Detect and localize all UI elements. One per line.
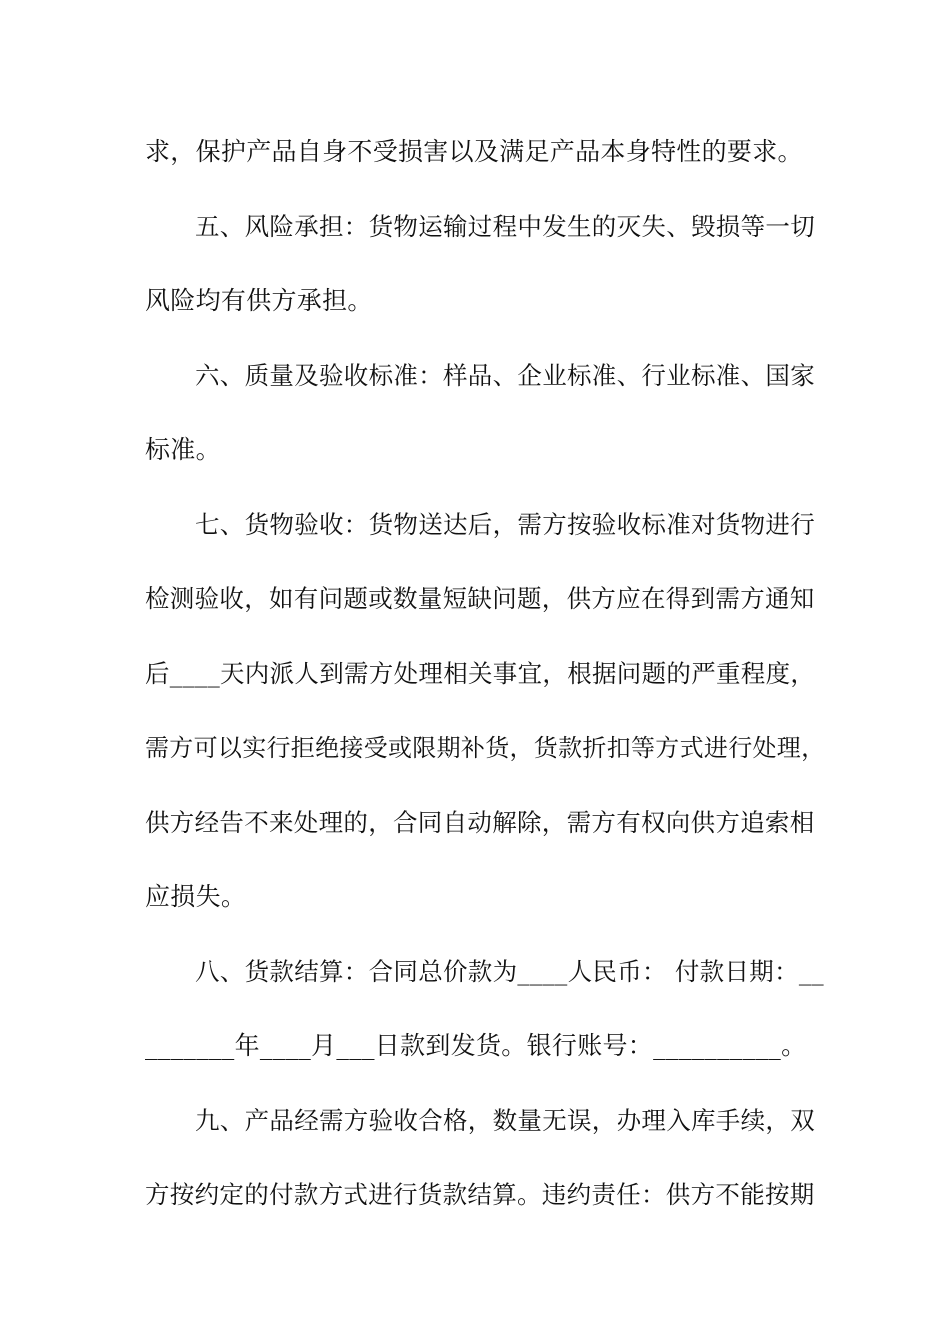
paragraph-line: 方按约定的付款方式进行货款结算。违约责任：供方不能按期 <box>145 1180 815 1209</box>
paragraph-line: 供方经告不来处理的，合同自动解除，需方有权向供方追索相 <box>145 808 815 837</box>
paragraph-line: 风险均有供方承担。 <box>145 286 373 315</box>
paragraph-line: 九、产品经需方验收合格，数量无误，办理入库手续，双 <box>195 1106 815 1135</box>
paragraph-line: 八、货款结算：合同总价款为____人民币： 付款日期：__ <box>195 957 824 986</box>
paragraph-line: 标准。 <box>145 435 221 464</box>
paragraph-line: 后____天内派人到需方处理相关事宜，根据问题的严重程度， <box>145 659 816 688</box>
paragraph-line: 七、货物验收：货物送达后，需方按验收标准对货物进行 <box>195 510 815 539</box>
paragraph-line: 需方可以实行拒绝接受或限期补货，货款折扣等方式进行处理， <box>145 734 826 762</box>
paragraph-line: 五、风险承担：货物运输过程中发生的灭失、毁损等一切 <box>195 212 815 241</box>
paragraph-line: 检测验收，如有问题或数量短缺问题，供方应在得到需方通知 <box>145 584 815 613</box>
paragraph-line: 六、质量及验收标准：样品、企业标准、行业标准、国家 <box>195 361 815 390</box>
paragraph-line: 应损失。 <box>145 882 247 911</box>
paragraph-line: _______年____月___日款到发货。银行账号：__________。 <box>145 1031 807 1060</box>
paragraph-line: 求，保护产品自身不受损害以及满足产品本身特性的要求。 <box>145 137 803 166</box>
